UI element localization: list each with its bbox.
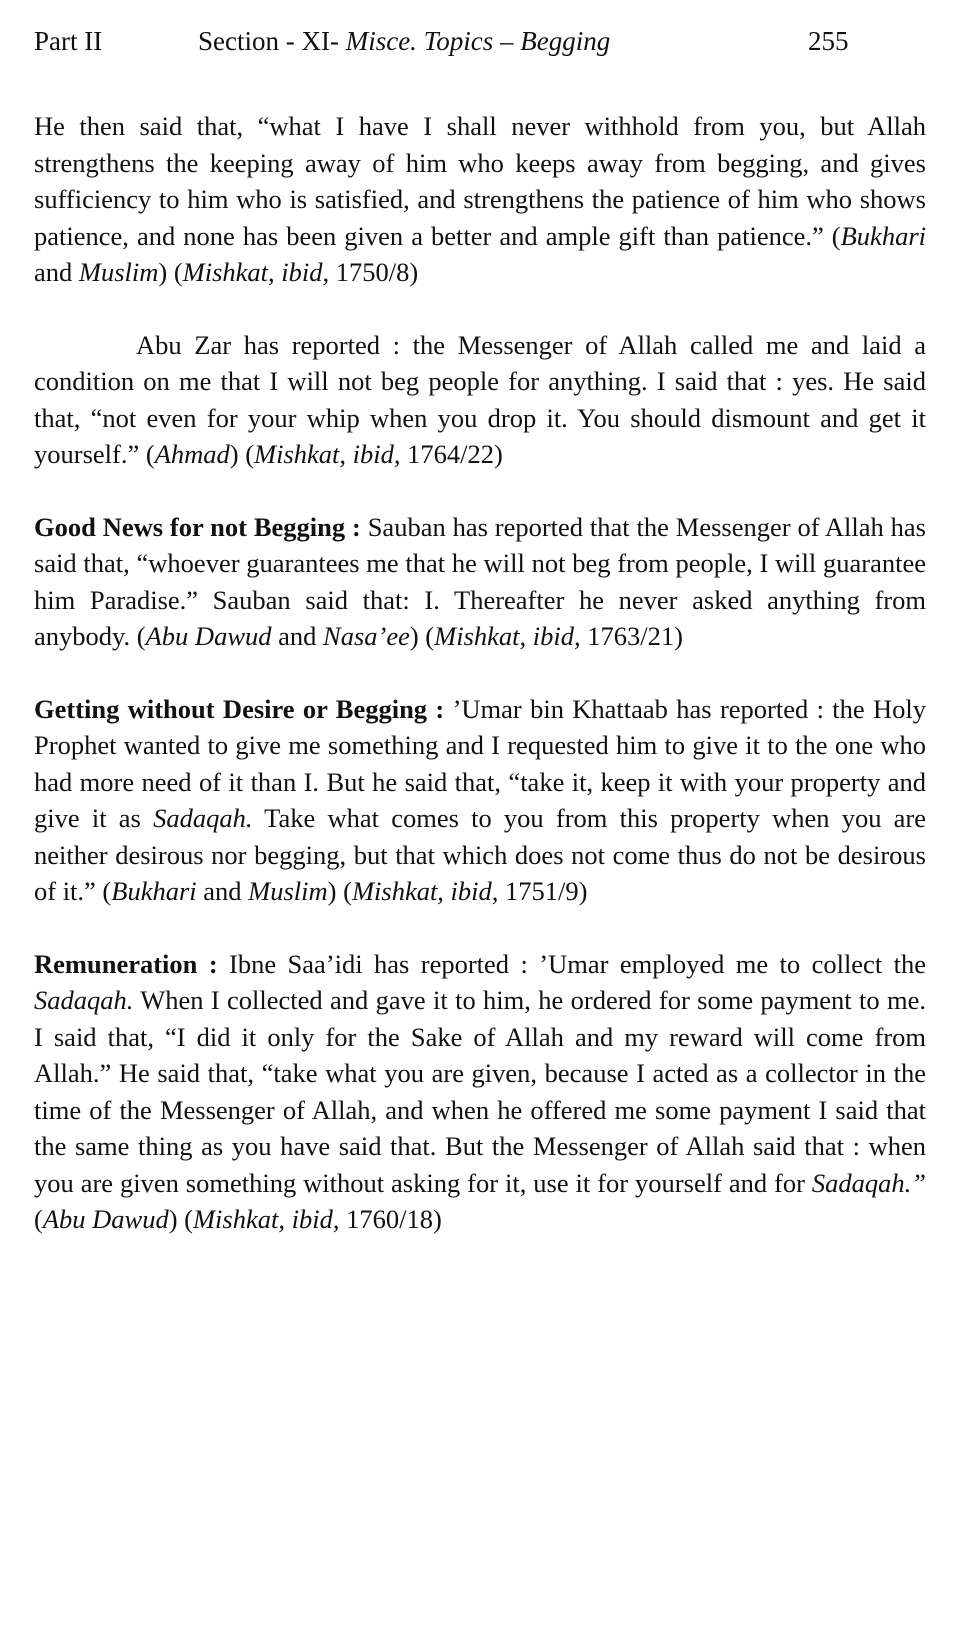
running-header [34,22,926,60]
reference-number: 1760/18) [339,1204,442,1234]
paragraph-abu-zar [34,327,926,473]
paragraph-text: ’Umar bin Khattaab has reported : the Holy Prophet wanted to give me something and I requested him to give it to the one who had more need of it than I. But he said that, “take it, keep it with your property and give it as [34,693,926,833]
reference-source: Nasa’ee [323,621,410,651]
paragraph-text: Take what comes to you from this property when you are neither desirous nor begging, but that which does not come thus do not be desirous of it.” ( [34,803,926,906]
reference-source: Muslim [248,876,328,906]
book-page [34,22,926,1238]
section-heading: Good News for not Begging : [34,511,361,542]
reference-source: Ahmad [154,439,230,469]
reference-source: Abu Dawud [42,1204,169,1234]
paragraph-text: ) ( [229,439,255,469]
paragraph-remuneration [34,946,926,1238]
reference-source: Mishkat, ibid, [351,876,499,906]
section-heading: Remuneration : [34,948,218,979]
paragraph-text: Abu Zar has reported : the Messenger of Allah called me and laid a condition on me that I will not beg people for anything. I said that : yes. He said that, “not even for your whip when you drop it. You should dismount and get it yourself.” ( [34,329,926,469]
paragraph-text: ) ( [409,621,435,651]
paragraph-patience-hadith [34,108,926,291]
paragraph-good-news [34,509,926,655]
paragraph-text: ) ( [168,1204,193,1234]
reference-number: 1751/9) [498,876,588,906]
section-heading: Getting without Desire or Begging : [34,693,445,724]
term-italic: Sadaqah. [153,803,253,833]
paragraph-getting-without-desire [34,691,926,910]
reference-number: 1763/21) [580,621,683,651]
reference-number: 1750/8) [329,257,419,287]
page-number: 255 [808,26,849,56]
reference-source: Bukhari [840,220,926,251]
reference-source: Mishkat, ibid, [254,439,401,469]
paragraph-text: He then said that, “what I have I shall never withhold from you, but Allah strengthens the keeping away of him who keeps away from begging, and gives sufficiency to him who is satisfied, and strengthens the patience of him who shows patience, and none has been given a better and ample gift than patience.” ( [34,111,926,251]
header-section [198,22,808,60]
paragraph-text: Sauban has reported that the Messenger of Allah has said that, “whoever guarantees me that he will not beg from people, I will guarantee him Paradise.” Sauban said that: I. Thereafter he never asked anything from anybody. ( [34,511,926,651]
reference-source: Mishkat, ibid, [434,621,581,651]
reference-source: Bukhari [111,876,197,906]
header-section-title: Misce. Topics – Begging [345,26,611,56]
header-part: Part II [34,26,103,56]
paragraph-text: and [196,876,249,906]
paragraph-text: ( [34,1204,43,1234]
reference-source: Muslim [78,257,159,287]
header-section-prefix: Section - XI- [198,26,346,56]
reference-source: Mishkat, ibid, [182,257,330,287]
paragraph-text: ) ( [327,876,352,906]
term-italic: Sadaqah. [34,985,134,1015]
paragraph-text: and [34,257,79,287]
paragraph-text: Ibne Saa’idi has reported : ’Umar employed me to collect the [217,948,926,979]
paragraph-text: and [271,621,324,651]
paragraph-text: ) ( [158,257,183,287]
reference-number: 1764/22) [400,439,503,469]
reference-source: Abu Dawud [145,621,272,651]
term-italic: Sadaqah.” [811,1167,926,1198]
reference-source: Mishkat, ibid, [192,1204,340,1234]
paragraph-text: When I collected and gave it to him, he ordered for some payment to me. I said that, “I did it only for the Sake of Allah and my reward will come from Allah.” He said that, “take what you are given, because I acted as a collector in the time of the Messenger of Allah, and when he offered me some payment I said that the same thing as you have said that. But the Messenger of Allah said that : when you are given something without asking for it, use it for yourself and for [34,985,926,1198]
